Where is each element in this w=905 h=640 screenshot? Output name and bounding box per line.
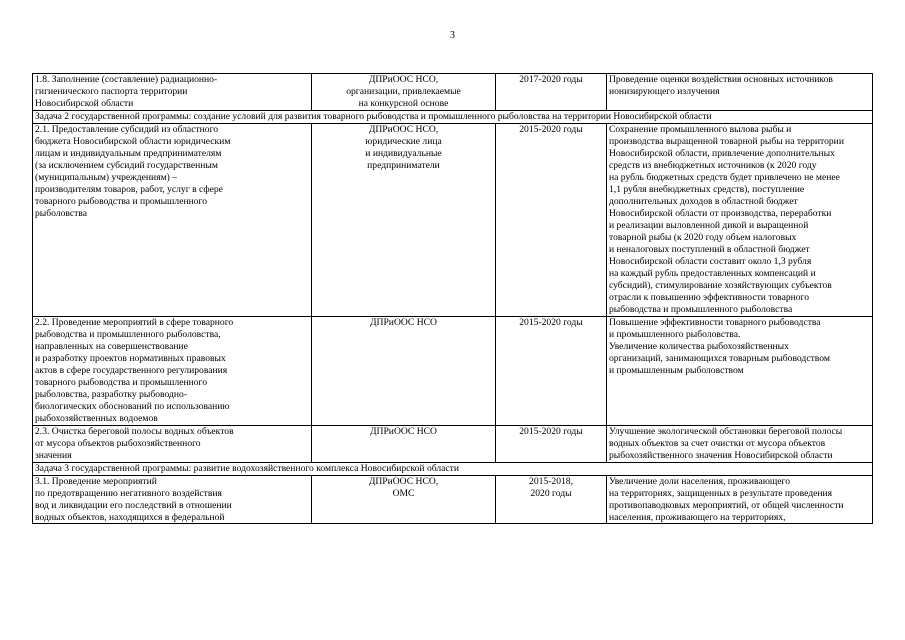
measure-cell: 2.2. Проведение мероприятий в сфере товарного рыбоводства и промышленного рыболовства, направленных на совершенствование и разработку проектов нормативных правовых актов в сфере государственного регулирования товарного рыбоводства и промышленного рыболовства, разработку рыбоводно- биологических обоснований по использованию рыбохозяйственных водоемов xyxy=(33,317,312,426)
result-text: Увеличение доли населения, проживающего на территориях, защищенных в результате проведения противопаводковых мероприятий, от общей численности населения, проживающего на территориях, xyxy=(609,476,844,523)
result-cell: Повышение эффективности товарного рыбоводства и промышленного рыболовства. Увеличение количества рыбохозяйственных организаций, занимающихся товарным рыбоводством и промышленным рыболовством xyxy=(607,317,873,426)
period-text: 2015-2018, 2020 годы xyxy=(529,476,573,499)
executor-cell: ДПРиООС НСО, юридические лица и индивидуальные предприниматели xyxy=(312,124,496,317)
executor-cell: ДПРиООС НСО xyxy=(312,426,496,463)
task-row xyxy=(33,463,873,476)
period-cell: 2015-2020 годы xyxy=(496,426,607,463)
result-cell: Сохранение промышленного вылова рыбы и производства выращенной товарной рыбы на территории Новосибирской области, привлечение дополнительных средств из внебюджетных источников (к 2020 году на рубль бюджетных средств будет привлечено не менее 1,1 рубля внебюджетных средств), поступление дополнительных доходов в областной бюджет Новосибирской области от производства, переработки и реализации выловленной дикой и выращенной товарной рыбы (к 2020 году объем налоговых и неналоговых поступлений в областной бюджет Новосибирской области составит около 1,3 рубля на каждый рубль предоставленных компенсаций и субсидий), стимулирование хозяйствующих субъектов отрасли к повышению эффективности товарного рыбоводства и промышленного рыболовства xyxy=(607,124,873,317)
executor-text: ДПРиООС НСО, ОМС xyxy=(368,476,439,499)
result-cell xyxy=(607,476,873,524)
table-row xyxy=(33,317,873,426)
table-row xyxy=(33,426,873,463)
period-cell: 2015-2020 годы xyxy=(496,124,607,317)
period-cell: 2017-2020 годы xyxy=(496,74,607,111)
measure-cell xyxy=(33,476,312,524)
table-row xyxy=(33,74,873,111)
period-cell xyxy=(496,476,607,524)
table-row xyxy=(33,124,873,317)
result-cell: Улучшение экологической обстановки береговой полосы водных объектов за счет очистки от мусора объектов рыбохозяйственного значения Новосибирской области xyxy=(607,426,873,463)
executor-cell: ДПРиООС НСО, организации, привлекаемые на конкурсной основе xyxy=(312,74,496,111)
measure-text: 3.1. Проведение мероприятий по предотвращению негативного воздействия вод и ликвидации его последствий в отношении водных объектов, находящихся в федеральной xyxy=(35,476,232,523)
measure-cell: 2.1. Предоставление субсидий из областного бюджета Новосибирской области юридическим лицам и индивидуальным предпринимателям (за исключением субсидий государственным (муниципальным) учреждениям) – производителям товаров, работ, услуг в сфере товарного рыбоводства и промышленного рыболовства xyxy=(33,124,312,317)
task-heading: Задача 3 государственной программы: развитие водохозяйственного комплекса Новосибирской области xyxy=(33,463,873,476)
page-number: 3 xyxy=(450,30,455,41)
task-row xyxy=(33,111,873,124)
result-cell: Проведение оценки воздействия основных источников ионизирующего излучения xyxy=(607,74,873,111)
measure-cell: 2.3. Очистка береговой полосы водных объектов от мусора объектов рыбохозяйственного значения xyxy=(33,426,312,463)
period-cell: 2015-2020 годы xyxy=(496,317,607,426)
table-row xyxy=(33,476,873,524)
executor-cell: ДПРиООС НСО xyxy=(312,317,496,426)
executor-cell xyxy=(312,476,496,524)
program-measures-table xyxy=(32,73,873,524)
measure-cell: 1.8. Заполнение (составление) радиационно- гигиенического паспорта территории Новосибирской области xyxy=(33,74,312,111)
task-heading: Задача 2 государственной программы: создание условий для развития товарного рыбоводства и промышленного рыболовства на территории Новосибирской области xyxy=(33,111,873,124)
